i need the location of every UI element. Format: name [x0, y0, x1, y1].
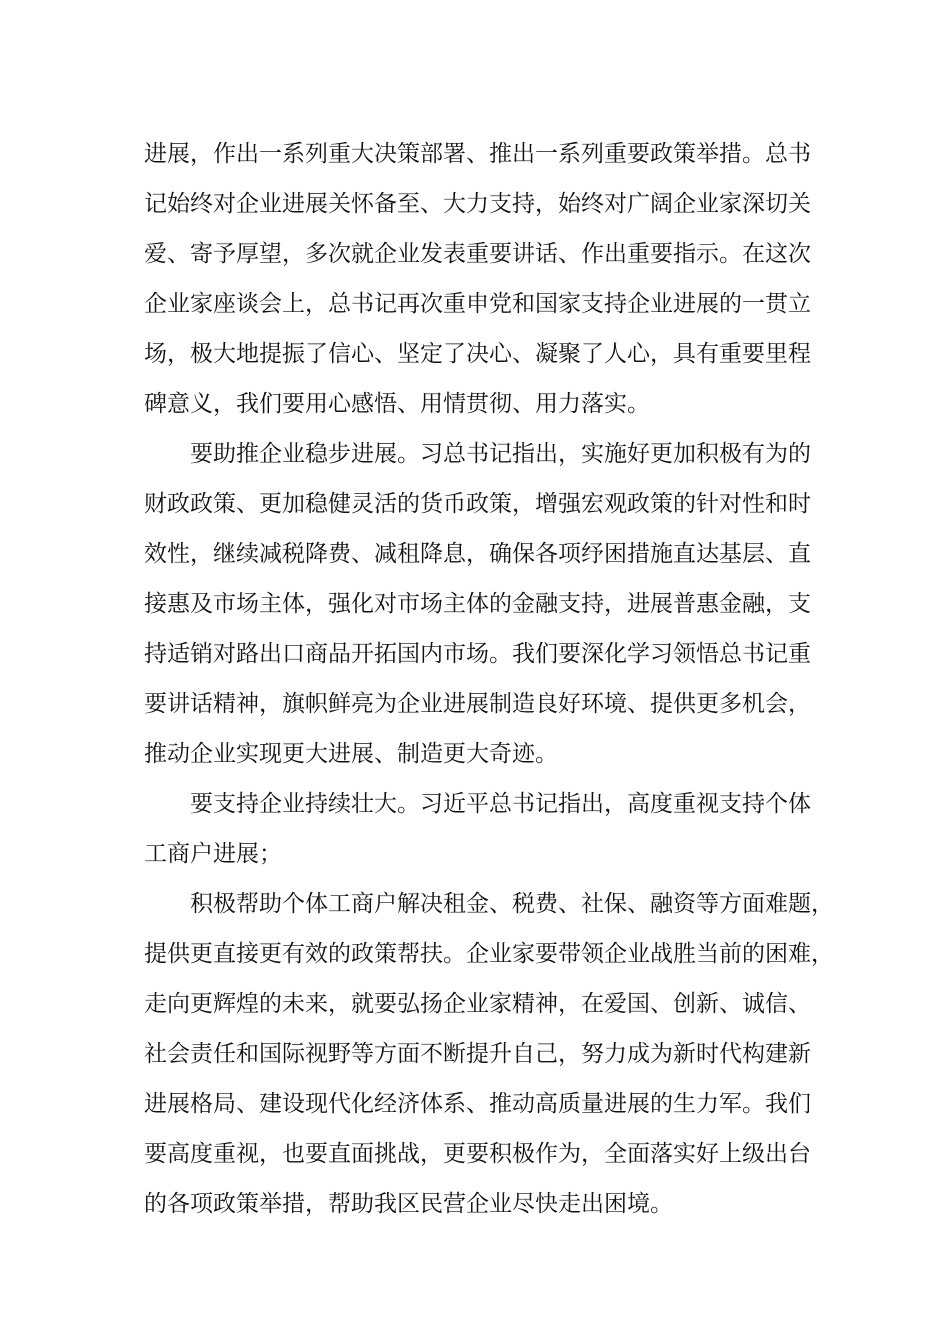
- body-text: [144, 129, 834, 1229]
- text-line: 的各项政策举措，帮助我区民营企业尽快走出困境。: [144, 1191, 673, 1217]
- text-line: 进展，作出一系列重大决策部署、推出一系列重要政策举措。总书: [144, 141, 811, 167]
- text-line: 财政政策、更加稳健灵活的货币政策，增强宏观政策的针对性和时: [144, 491, 811, 517]
- text-line: 要高度重视，也要直面挑战，更要积极作为，全面落实好上级出台: [144, 1141, 811, 1167]
- text-line: 进展格局、建设现代化经济体系、推动高质量进展的生力军。我们: [144, 1091, 811, 1117]
- text-line: 记始终对企业进展关怀备至、大力支持，始终对广阔企业家深切关: [144, 191, 811, 217]
- text-line: 场，极大地提振了信心、坚定了决心、凝聚了人心，具有重要里程: [144, 341, 811, 367]
- paragraph-first-line: 要助推企业稳步进展。习总书记指出，实施好更加积极有为的: [190, 441, 811, 467]
- text-line: 要讲话精神，旗帜鲜亮为企业进展制造良好环境、提供更多机会，: [144, 691, 811, 717]
- paragraph-first-line: 积极帮助个体工商户解决租金、税费、社保、融资等方面难题，: [190, 891, 834, 917]
- text-line: 接惠及市场主体，强化对市场主体的金融支持，进展普惠金融，支: [144, 591, 811, 617]
- paragraph-first-line: 要支持企业持续壮大。习近平总书记指出，高度重视支持个体: [190, 791, 811, 817]
- text-line: 企业家座谈会上，总书记再次重申党和国家支持企业进展的一贯立: [144, 291, 811, 317]
- text-line: 提供更直接更有效的政策帮扶。企业家要带领企业战胜当前的困难，: [144, 941, 834, 967]
- text-line: 工商户进展；: [144, 841, 282, 867]
- text-line: 持适销对路出口商品开拓国内市场。我们要深化学习领悟总书记重: [144, 641, 811, 667]
- text-line: 走向更辉煌的未来，就要弘扬企业家精神，在爱国、创新、诚信、: [144, 991, 811, 1017]
- text-line: 效性，继续减税降费、减租降息，确保各项纾困措施直达基层、直: [144, 541, 811, 567]
- text-line: 碑意义，我们要用心感悟、用情贯彻、用力落实。: [144, 391, 650, 417]
- text-line: 社会责任和国际视野等方面不断提升自己，努力成为新时代构建新: [144, 1041, 811, 1067]
- text-line: 推动企业实现更大进展、制造更大奇迹。: [144, 741, 558, 767]
- text-line: 爱、寄予厚望，多次就企业发表重要讲话、作出重要指示。在这次: [144, 241, 811, 267]
